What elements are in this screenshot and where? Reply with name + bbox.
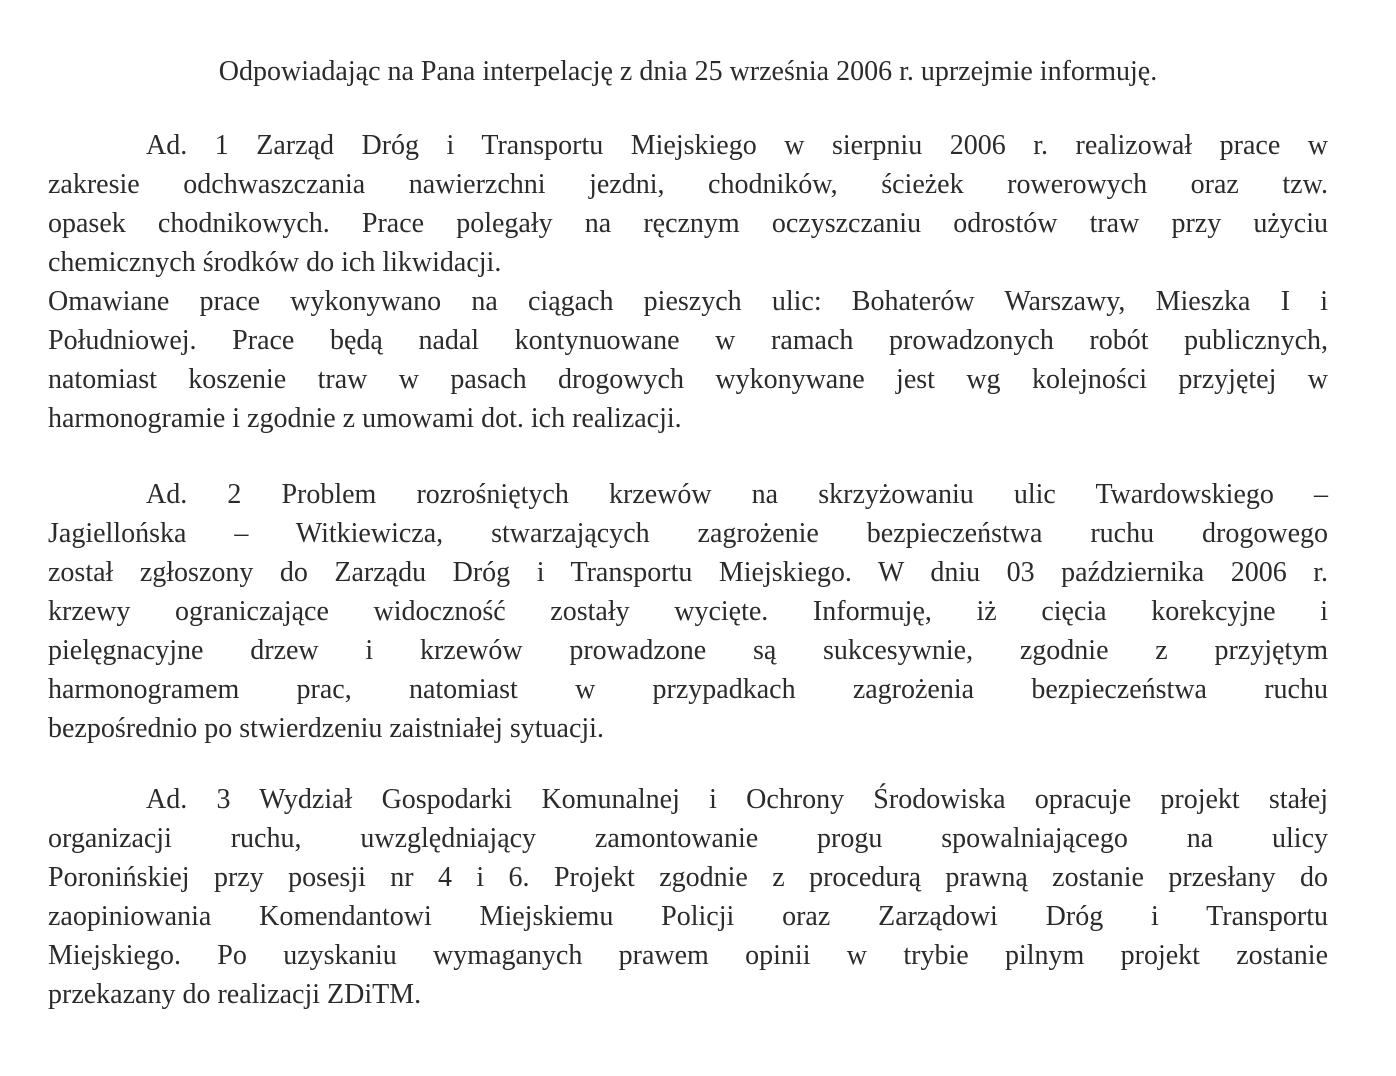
paragraph-ad-2: [48, 475, 1328, 748]
paragraph-line: Jagiellońska – Witkiewicza, stwarzających zagrożenie bezpieczeństwa ruchu drogowego: [48, 518, 1328, 549]
paragraph-line: harmonogramem prac, natomiast w przypadkach zagrożenia bezpieczeństwa ruchu: [48, 674, 1328, 705]
paragraph-line: Omawiane prace wykonywano na ciągach pieszych ulic: Bohaterów Warszawy, Mieszka I i: [48, 286, 1328, 317]
paragraph-line: Ad. 1 Zarząd Dróg i Transportu Miejskiego w sierpniu 2006 r. realizował prace w: [146, 130, 1328, 161]
paragraph-ad-1: [48, 126, 1328, 438]
paragraph-line: Południowej. Prace będą nadal kontynuowane w ramach prowadzonych robót publicznych,: [48, 325, 1328, 356]
paragraph-line: zakresie odchwaszczania nawierzchni jezdni, chodników, ścieżek rowerowych oraz tzw.: [48, 169, 1328, 200]
paragraph-line: harmonogramie i zgodnie z umowami dot. ich realizacji.: [48, 403, 682, 434]
paragraph-line: bezpośrednio po stwierdzeniu zaistniałej sytuacji.: [48, 713, 604, 744]
paragraph-line: krzewy ograniczające widoczność zostały wycięte. Informuję, iż cięcia korekcyjne i: [48, 596, 1328, 627]
paragraph-line: Poronińskiej przy posesji nr 4 i 6. Projekt zgodnie z procedurą prawną zostanie przesłany do: [48, 862, 1328, 893]
paragraph-line: Miejskiego. Po uzyskaniu wymaganych prawem opinii w trybie pilnym projekt zostanie: [48, 940, 1328, 971]
paragraph-ad-3: [48, 780, 1328, 1014]
paragraph-line: opasek chodnikowych. Prace polegały na ręcznym oczyszczaniu odrostów traw przy użyciu: [48, 208, 1328, 239]
paragraph-line: chemicznych środków do ich likwidacji.: [48, 247, 502, 278]
paragraph-line: organizacji ruchu, uwzględniający zamontowanie progu spowalniającego na ulicy: [48, 823, 1328, 854]
paragraph-line: pielęgnacyjne drzew i krzewów prowadzone są sukcesywnie, zgodnie z przyjętym: [48, 635, 1328, 666]
paragraph-line: Ad. 2 Problem rozrośniętych krzewów na skrzyżowaniu ulic Twardowskiego –: [146, 479, 1328, 510]
paragraph-line: natomiast koszenie traw w pasach drogowych wykonywane jest wg kolejności przyjętej w: [48, 364, 1328, 395]
paragraph-line: zaopiniowania Komendantowi Miejskiemu Policji oraz Zarządowi Dróg i Transportu: [48, 901, 1328, 932]
paragraph-line: został zgłoszony do Zarządu Dróg i Transportu Miejskiego. W dniu 03 października 2006 r.: [48, 557, 1328, 588]
paragraph-line: Ad. 3 Wydział Gospodarki Komunalnej i Ochrony Środowiska opracuje projekt stałej: [146, 784, 1328, 815]
paragraph-line: przekazany do realizacji ZDiTM.: [48, 979, 422, 1010]
intro-sentence: Odpowiadając na Pana interpelację z dnia 25 września 2006 r. uprzejmie informuję.: [218, 56, 1158, 87]
